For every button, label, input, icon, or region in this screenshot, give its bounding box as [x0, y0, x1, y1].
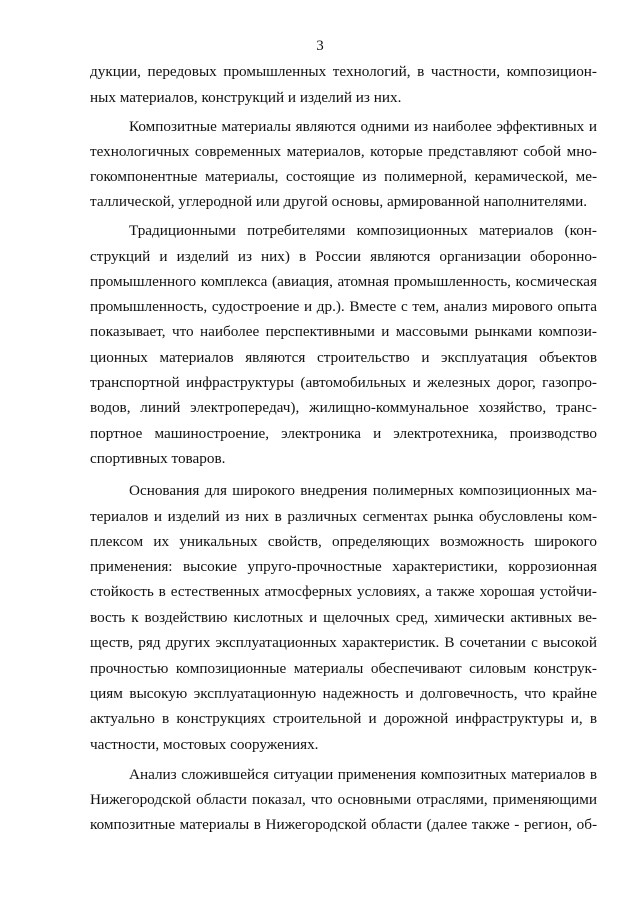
text-line: ных материалов, конструкций и изделий из них. [90, 89, 402, 106]
text-line: применения: высокие упруго-прочностные характеристики, коррозионная [90, 558, 597, 575]
page-number: 3 [316, 38, 324, 54]
text-line: портное машиностроение, электроника и электротехника, производство [90, 425, 597, 442]
text-line: промышленность, судостроение и др.). Вместе с тем, анализ мирового опыта [90, 298, 597, 315]
text-line: дукции, передовых промышленных технологий, в частности, композицион- [90, 63, 597, 80]
text-line: показывает, что наиболее перспективными и массовыми рынками компози- [90, 323, 597, 340]
text-line: транспортной инфраструктуры (автомобильных и железных дорог, газопро- [90, 374, 597, 391]
text-line: вость к воздействию кислотных и щелочных сред, химически активных ве- [90, 609, 597, 626]
text-line: водов, линий электропередач), жилищно-коммунальное хозяйство, транс- [90, 399, 597, 416]
text-line: Композитные материалы являются одними из наиболее эффективных и [129, 118, 597, 135]
text-line: Традиционными потребителями композиционных материалов (кон- [129, 222, 597, 239]
text-line: циям высокую эксплуатационную надежность и долговечность, что крайне [90, 685, 597, 702]
text-line: Нижегородской области показал, что основными отраслями, применяющими [90, 791, 597, 808]
text-line: стойкость в естественных атмосферных условиях, а также хорошая устойчи- [90, 583, 597, 600]
text-line: гокомпонентные материалы, состоящие из полимерной, керамической, ме- [90, 168, 597, 185]
text-line: частности, мостовых сооружениях. [90, 736, 319, 753]
text-line: технологичных современных материалов, которые представляют собой мно- [90, 143, 597, 160]
text-line: промышленного комплекса (авиация, атомная промышленность, космическая [90, 273, 597, 290]
text-line: актуально в конструкциях строительной и дорожной инфраструктуры и, в [90, 710, 597, 727]
text-line: плексом их уникальных свойств, определяющих возможность широкого [90, 533, 597, 550]
text-line: прочностью композиционные материалы обеспечивают силовым конструк- [90, 660, 597, 677]
text-line: композитные материалы в Нижегородской области (далее также - регион, об- [90, 816, 597, 833]
text-line: спортивных товаров. [90, 450, 226, 467]
text-line: Анализ сложившейся ситуации применения композитных материалов в [129, 766, 597, 783]
text-line: ционных материалов являются строительство и эксплуатация объектов [90, 349, 597, 366]
text-line: таллической, углеродной или другой основы, армированной наполнителями. [90, 193, 588, 210]
text-line: ществ, ряд других эксплуатационных характеристик. В сочетании с высокой [90, 634, 597, 651]
text-line: струкций и изделий из них) в России являются организации оборонно- [90, 248, 597, 265]
text-line: Основания для широкого внедрения полимерных композиционных ма- [129, 482, 597, 499]
text-line: териалов и изделий из них в различных сегментах рынка обусловлены ком- [90, 508, 597, 525]
